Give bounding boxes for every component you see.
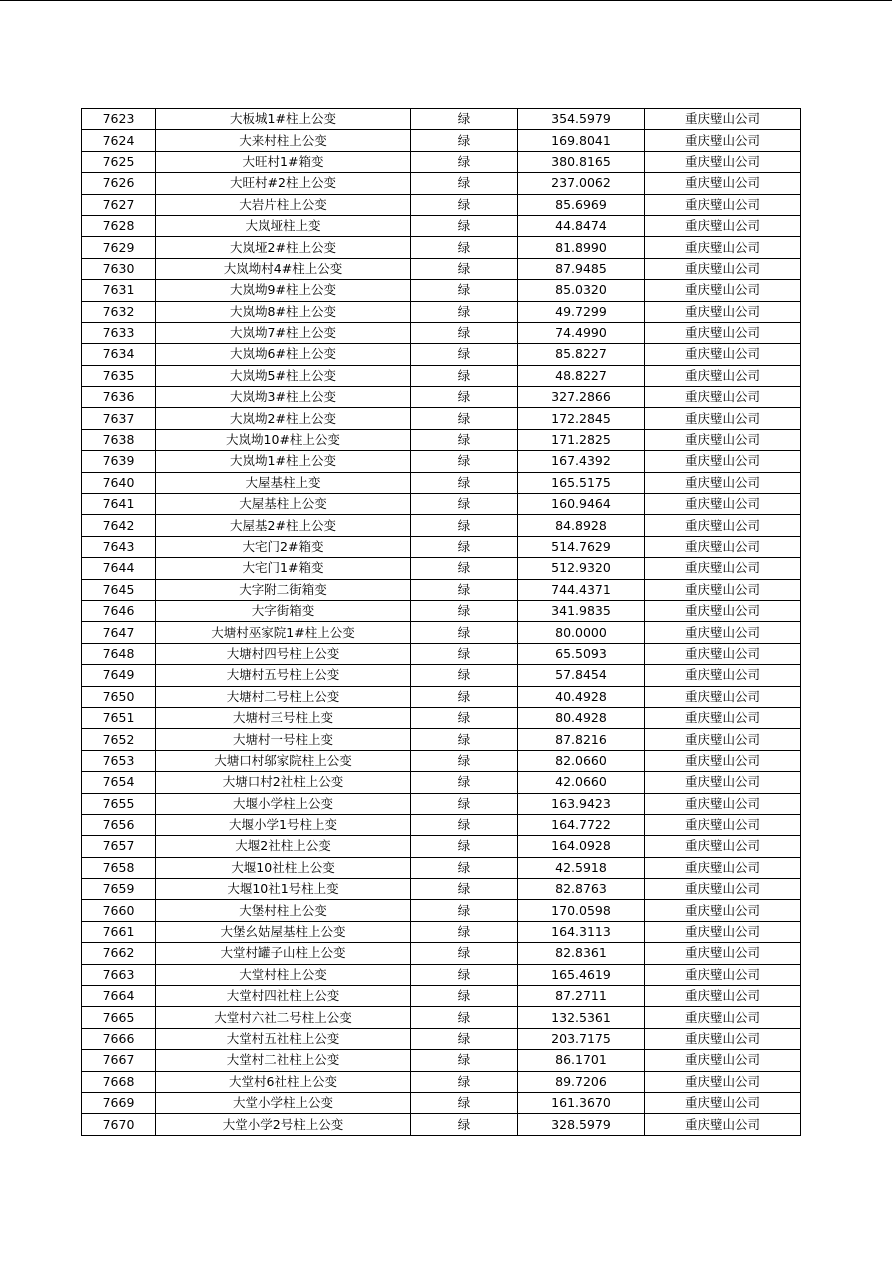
table-row (82, 1114, 801, 1135)
value-cell: 160.9464 (518, 494, 645, 515)
company-cell: 重庆璧山公司 (645, 686, 801, 707)
status-color-cell: 绿 (411, 579, 518, 600)
status-color-cell: 绿 (411, 237, 518, 258)
table-row (82, 622, 801, 643)
transformer-name-cell: 大屋基柱上变 (156, 472, 411, 493)
value-cell: 42.5918 (518, 857, 645, 878)
value-cell: 81.8990 (518, 237, 645, 258)
row-id-cell: 7641 (82, 494, 156, 515)
transformer-name-cell: 大屋基柱上公变 (156, 494, 411, 515)
status-color-cell: 绿 (411, 857, 518, 878)
transformer-name-cell: 大堂村五社柱上公变 (156, 1028, 411, 1049)
table-row (82, 472, 801, 493)
value-cell: 164.0928 (518, 836, 645, 857)
table-row (82, 451, 801, 472)
company-cell: 重庆璧山公司 (645, 622, 801, 643)
status-color-cell: 绿 (411, 558, 518, 579)
row-id-cell: 7642 (82, 515, 156, 536)
status-color-cell: 绿 (411, 1071, 518, 1092)
row-id-cell: 7666 (82, 1028, 156, 1049)
table-row (82, 365, 801, 386)
status-color-cell: 绿 (411, 258, 518, 279)
row-id-cell: 7670 (82, 1114, 156, 1135)
company-cell: 重庆璧山公司 (645, 857, 801, 878)
row-id-cell: 7656 (82, 814, 156, 835)
table-row (82, 194, 801, 215)
table-row (82, 322, 801, 343)
value-cell: 165.5175 (518, 472, 645, 493)
transformer-name-cell: 大字街箱变 (156, 600, 411, 621)
row-id-cell: 7643 (82, 536, 156, 557)
value-cell: 82.8763 (518, 879, 645, 900)
company-cell: 重庆璧山公司 (645, 494, 801, 515)
value-cell: 44.8474 (518, 215, 645, 236)
transformer-name-cell: 大屋基2#柱上公变 (156, 515, 411, 536)
company-cell: 重庆璧山公司 (645, 665, 801, 686)
value-cell: 42.0660 (518, 772, 645, 793)
value-cell: 514.7629 (518, 536, 645, 557)
transformer-name-cell: 大宅门2#箱变 (156, 536, 411, 557)
status-color-cell: 绿 (411, 622, 518, 643)
transformer-name-cell: 大塘村巫家院1#柱上公变 (156, 622, 411, 643)
value-cell: 48.8227 (518, 365, 645, 386)
row-id-cell: 7648 (82, 643, 156, 664)
status-color-cell: 绿 (411, 686, 518, 707)
company-cell: 重庆璧山公司 (645, 151, 801, 172)
status-color-cell: 绿 (411, 322, 518, 343)
row-id-cell: 7665 (82, 1007, 156, 1028)
company-cell: 重庆璧山公司 (645, 1071, 801, 1092)
value-cell: 341.9835 (518, 600, 645, 621)
company-cell: 重庆璧山公司 (645, 1007, 801, 1028)
value-cell: 161.3670 (518, 1092, 645, 1113)
status-color-cell: 绿 (411, 536, 518, 557)
row-id-cell: 7647 (82, 622, 156, 643)
row-id-cell: 7638 (82, 429, 156, 450)
status-color-cell: 绿 (411, 151, 518, 172)
row-id-cell: 7644 (82, 558, 156, 579)
transformer-name-cell: 大塘口村邬家院柱上公变 (156, 750, 411, 771)
table-row (82, 707, 801, 728)
table-row (82, 1050, 801, 1071)
company-cell: 重庆璧山公司 (645, 750, 801, 771)
transformer-name-cell: 大旺村1#箱变 (156, 151, 411, 172)
status-color-cell: 绿 (411, 643, 518, 664)
company-cell: 重庆璧山公司 (645, 215, 801, 236)
company-cell: 重庆璧山公司 (645, 707, 801, 728)
status-color-cell: 绿 (411, 130, 518, 151)
company-cell: 重庆璧山公司 (645, 173, 801, 194)
row-id-cell: 7668 (82, 1071, 156, 1092)
row-id-cell: 7645 (82, 579, 156, 600)
table-row (82, 729, 801, 750)
company-cell: 重庆璧山公司 (645, 365, 801, 386)
row-id-cell: 7653 (82, 750, 156, 771)
table-row (82, 1071, 801, 1092)
status-color-cell: 绿 (411, 109, 518, 130)
value-cell: 328.5979 (518, 1114, 645, 1135)
table-row (82, 943, 801, 964)
value-cell: 40.4928 (518, 686, 645, 707)
company-cell: 重庆璧山公司 (645, 1092, 801, 1113)
company-cell: 重庆璧山公司 (645, 258, 801, 279)
status-color-cell: 绿 (411, 494, 518, 515)
transformer-name-cell: 大堂小学柱上公变 (156, 1092, 411, 1113)
transformer-name-cell: 大堂村六社二号柱上公变 (156, 1007, 411, 1028)
status-color-cell: 绿 (411, 986, 518, 1007)
row-id-cell: 7664 (82, 986, 156, 1007)
transformer-name-cell: 大岚坳村4#柱上公变 (156, 258, 411, 279)
table-row (82, 173, 801, 194)
status-color-cell: 绿 (411, 194, 518, 215)
company-cell: 重庆璧山公司 (645, 772, 801, 793)
table-row (82, 814, 801, 835)
row-id-cell: 7662 (82, 943, 156, 964)
company-cell: 重庆璧山公司 (645, 643, 801, 664)
table-row (82, 793, 801, 814)
table-row (82, 665, 801, 686)
status-color-cell: 绿 (411, 1007, 518, 1028)
transformer-name-cell: 大堂小学2号柱上公变 (156, 1114, 411, 1135)
transformer-name-cell: 大堂村罐子山柱上公变 (156, 943, 411, 964)
row-id-cell: 7663 (82, 964, 156, 985)
company-cell: 重庆璧山公司 (645, 109, 801, 130)
value-cell: 87.2711 (518, 986, 645, 1007)
row-id-cell: 7624 (82, 130, 156, 151)
row-id-cell: 7625 (82, 151, 156, 172)
value-cell: 85.0320 (518, 280, 645, 301)
value-cell: 85.6969 (518, 194, 645, 215)
status-color-cell: 绿 (411, 964, 518, 985)
status-color-cell: 绿 (411, 707, 518, 728)
company-cell: 重庆璧山公司 (645, 900, 801, 921)
transformer-name-cell: 大宅门1#箱变 (156, 558, 411, 579)
row-id-cell: 7651 (82, 707, 156, 728)
value-cell: 327.2866 (518, 387, 645, 408)
transformer-name-cell: 大旺村#2柱上公变 (156, 173, 411, 194)
value-cell: 237.0062 (518, 173, 645, 194)
value-cell: 512.9320 (518, 558, 645, 579)
table-row (82, 900, 801, 921)
transformer-name-cell: 大塘村三号柱上变 (156, 707, 411, 728)
row-id-cell: 7661 (82, 921, 156, 942)
table-row (82, 1007, 801, 1028)
transformer-name-cell: 大塘村二号柱上公变 (156, 686, 411, 707)
table-row (82, 515, 801, 536)
table-row (82, 280, 801, 301)
row-id-cell: 7669 (82, 1092, 156, 1113)
row-id-cell: 7667 (82, 1050, 156, 1071)
transformer-name-cell: 大来村柱上公变 (156, 130, 411, 151)
row-id-cell: 7630 (82, 258, 156, 279)
company-cell: 重庆璧山公司 (645, 301, 801, 322)
transformer-name-cell: 大岚坳10#柱上公变 (156, 429, 411, 450)
transformer-table (81, 108, 801, 1136)
value-cell: 163.9423 (518, 793, 645, 814)
table-row (82, 643, 801, 664)
status-color-cell: 绿 (411, 344, 518, 365)
value-cell: 172.2845 (518, 408, 645, 429)
value-cell: 85.8227 (518, 344, 645, 365)
transformer-name-cell: 大塘村四号柱上公变 (156, 643, 411, 664)
status-color-cell: 绿 (411, 1092, 518, 1113)
status-color-cell: 绿 (411, 515, 518, 536)
value-cell: 80.0000 (518, 622, 645, 643)
company-cell: 重庆璧山公司 (645, 472, 801, 493)
company-cell: 重庆璧山公司 (645, 943, 801, 964)
row-id-cell: 7628 (82, 215, 156, 236)
transformer-name-cell: 大岩片柱上公变 (156, 194, 411, 215)
table-row (82, 258, 801, 279)
transformer-name-cell: 大岚坳2#柱上公变 (156, 408, 411, 429)
transformer-name-cell: 大岚坳7#柱上公变 (156, 322, 411, 343)
table-row (82, 750, 801, 771)
company-cell: 重庆璧山公司 (645, 429, 801, 450)
company-cell: 重庆璧山公司 (645, 536, 801, 557)
transformer-name-cell: 大塘村五号柱上公变 (156, 665, 411, 686)
row-id-cell: 7633 (82, 322, 156, 343)
row-id-cell: 7659 (82, 879, 156, 900)
company-cell: 重庆璧山公司 (645, 921, 801, 942)
value-cell: 49.7299 (518, 301, 645, 322)
transformer-name-cell: 大岚坳8#柱上公变 (156, 301, 411, 322)
row-id-cell: 7623 (82, 109, 156, 130)
row-id-cell: 7654 (82, 772, 156, 793)
transformer-name-cell: 大堰2社柱上公变 (156, 836, 411, 857)
transformer-name-cell: 大字附二街箱变 (156, 579, 411, 600)
status-color-cell: 绿 (411, 900, 518, 921)
company-cell: 重庆璧山公司 (645, 600, 801, 621)
company-cell: 重庆璧山公司 (645, 322, 801, 343)
row-id-cell: 7629 (82, 237, 156, 258)
row-id-cell: 7640 (82, 472, 156, 493)
transformer-name-cell: 大堂村柱上公变 (156, 964, 411, 985)
status-color-cell: 绿 (411, 665, 518, 686)
status-color-cell: 绿 (411, 365, 518, 386)
row-id-cell: 7634 (82, 344, 156, 365)
status-color-cell: 绿 (411, 387, 518, 408)
value-cell: 84.8928 (518, 515, 645, 536)
value-cell: 65.5093 (518, 643, 645, 664)
table-row (82, 857, 801, 878)
table-row (82, 1028, 801, 1049)
value-cell: 87.9485 (518, 258, 645, 279)
company-cell: 重庆璧山公司 (645, 579, 801, 600)
status-color-cell: 绿 (411, 408, 518, 429)
transformer-name-cell: 大堡村柱上公变 (156, 900, 411, 921)
transformer-name-cell: 大板城1#柱上公变 (156, 109, 411, 130)
status-color-cell: 绿 (411, 280, 518, 301)
value-cell: 82.0660 (518, 750, 645, 771)
row-id-cell: 7646 (82, 600, 156, 621)
transformer-name-cell: 大堰10社1号柱上变 (156, 879, 411, 900)
company-cell: 重庆璧山公司 (645, 408, 801, 429)
status-color-cell: 绿 (411, 772, 518, 793)
value-cell: 167.4392 (518, 451, 645, 472)
transformer-name-cell: 大岚坳3#柱上公变 (156, 387, 411, 408)
company-cell: 重庆璧山公司 (645, 387, 801, 408)
status-color-cell: 绿 (411, 600, 518, 621)
transformer-name-cell: 大堂村二社柱上公变 (156, 1050, 411, 1071)
value-cell: 57.8454 (518, 665, 645, 686)
status-color-cell: 绿 (411, 836, 518, 857)
transformer-name-cell: 大堰小学1号柱上变 (156, 814, 411, 835)
value-cell: 165.4619 (518, 964, 645, 985)
transformer-name-cell: 大岚垭2#柱上公变 (156, 237, 411, 258)
row-id-cell: 7650 (82, 686, 156, 707)
status-color-cell: 绿 (411, 1114, 518, 1135)
company-cell: 重庆璧山公司 (645, 344, 801, 365)
table-row (82, 130, 801, 151)
row-id-cell: 7657 (82, 836, 156, 857)
company-cell: 重庆璧山公司 (645, 986, 801, 1007)
table-row (82, 151, 801, 172)
transformer-name-cell: 大堂村6社柱上公变 (156, 1071, 411, 1092)
transformer-name-cell: 大堰小学柱上公变 (156, 793, 411, 814)
value-cell: 380.8165 (518, 151, 645, 172)
company-cell: 重庆璧山公司 (645, 237, 801, 258)
value-cell: 74.4990 (518, 322, 645, 343)
table-row (82, 1092, 801, 1113)
company-cell: 重庆璧山公司 (645, 1050, 801, 1071)
company-cell: 重庆璧山公司 (645, 280, 801, 301)
value-cell: 82.8361 (518, 943, 645, 964)
status-color-cell: 绿 (411, 215, 518, 236)
status-color-cell: 绿 (411, 921, 518, 942)
row-id-cell: 7637 (82, 408, 156, 429)
row-id-cell: 7636 (82, 387, 156, 408)
status-color-cell: 绿 (411, 1028, 518, 1049)
company-cell: 重庆璧山公司 (645, 879, 801, 900)
table-row (82, 964, 801, 985)
company-cell: 重庆璧山公司 (645, 515, 801, 536)
value-cell: 86.1701 (518, 1050, 645, 1071)
company-cell: 重庆璧山公司 (645, 558, 801, 579)
status-color-cell: 绿 (411, 472, 518, 493)
row-id-cell: 7660 (82, 900, 156, 921)
value-cell: 164.3113 (518, 921, 645, 942)
transformer-name-cell: 大岚坳6#柱上公变 (156, 344, 411, 365)
table-row (82, 686, 801, 707)
transformer-name-cell: 大堡幺姑屋基柱上公变 (156, 921, 411, 942)
company-cell: 重庆璧山公司 (645, 964, 801, 985)
row-id-cell: 7655 (82, 793, 156, 814)
status-color-cell: 绿 (411, 879, 518, 900)
value-cell: 744.4371 (518, 579, 645, 600)
status-color-cell: 绿 (411, 750, 518, 771)
row-id-cell: 7631 (82, 280, 156, 301)
company-cell: 重庆璧山公司 (645, 130, 801, 151)
transformer-name-cell: 大堰10社柱上公变 (156, 857, 411, 878)
transformer-table-container (81, 108, 800, 1136)
transformer-name-cell: 大堂村四社柱上公变 (156, 986, 411, 1007)
company-cell: 重庆璧山公司 (645, 836, 801, 857)
table-row (82, 408, 801, 429)
value-cell: 132.5361 (518, 1007, 645, 1028)
company-cell: 重庆璧山公司 (645, 194, 801, 215)
status-color-cell: 绿 (411, 943, 518, 964)
transformer-name-cell: 大塘口村2社柱上公变 (156, 772, 411, 793)
table-row (82, 836, 801, 857)
value-cell: 87.8216 (518, 729, 645, 750)
value-cell: 169.8041 (518, 130, 645, 151)
table-row (82, 215, 801, 236)
top-border-line (0, 0, 892, 1)
status-color-cell: 绿 (411, 814, 518, 835)
row-id-cell: 7635 (82, 365, 156, 386)
value-cell: 170.0598 (518, 900, 645, 921)
row-id-cell: 7652 (82, 729, 156, 750)
status-color-cell: 绿 (411, 301, 518, 322)
table-body (82, 109, 801, 1136)
row-id-cell: 7632 (82, 301, 156, 322)
company-cell: 重庆璧山公司 (645, 729, 801, 750)
row-id-cell: 7658 (82, 857, 156, 878)
row-id-cell: 7626 (82, 173, 156, 194)
company-cell: 重庆璧山公司 (645, 451, 801, 472)
row-id-cell: 7649 (82, 665, 156, 686)
status-color-cell: 绿 (411, 173, 518, 194)
company-cell: 重庆璧山公司 (645, 1114, 801, 1135)
table-row (82, 237, 801, 258)
table-row (82, 879, 801, 900)
table-row (82, 772, 801, 793)
status-color-cell: 绿 (411, 451, 518, 472)
table-row (82, 387, 801, 408)
company-cell: 重庆璧山公司 (645, 814, 801, 835)
table-row (82, 986, 801, 1007)
status-color-cell: 绿 (411, 729, 518, 750)
value-cell: 354.5979 (518, 109, 645, 130)
table-row (82, 558, 801, 579)
transformer-name-cell: 大塘村一号柱上变 (156, 729, 411, 750)
transformer-name-cell: 大岚垭柱上变 (156, 215, 411, 236)
table-row (82, 494, 801, 515)
value-cell: 89.7206 (518, 1071, 645, 1092)
status-color-cell: 绿 (411, 793, 518, 814)
status-color-cell: 绿 (411, 1050, 518, 1071)
table-row (82, 109, 801, 130)
transformer-name-cell: 大岚坳9#柱上公变 (156, 280, 411, 301)
transformer-name-cell: 大岚坳5#柱上公变 (156, 365, 411, 386)
table-row (82, 301, 801, 322)
row-id-cell: 7639 (82, 451, 156, 472)
row-id-cell: 7627 (82, 194, 156, 215)
table-row (82, 921, 801, 942)
company-cell: 重庆璧山公司 (645, 793, 801, 814)
value-cell: 164.7722 (518, 814, 645, 835)
transformer-name-cell: 大岚坳1#柱上公变 (156, 451, 411, 472)
status-color-cell: 绿 (411, 429, 518, 450)
table-row (82, 536, 801, 557)
value-cell: 203.7175 (518, 1028, 645, 1049)
table-row (82, 344, 801, 365)
company-cell: 重庆璧山公司 (645, 1028, 801, 1049)
table-row (82, 579, 801, 600)
table-row (82, 429, 801, 450)
table-row (82, 600, 801, 621)
value-cell: 171.2825 (518, 429, 645, 450)
value-cell: 80.4928 (518, 707, 645, 728)
